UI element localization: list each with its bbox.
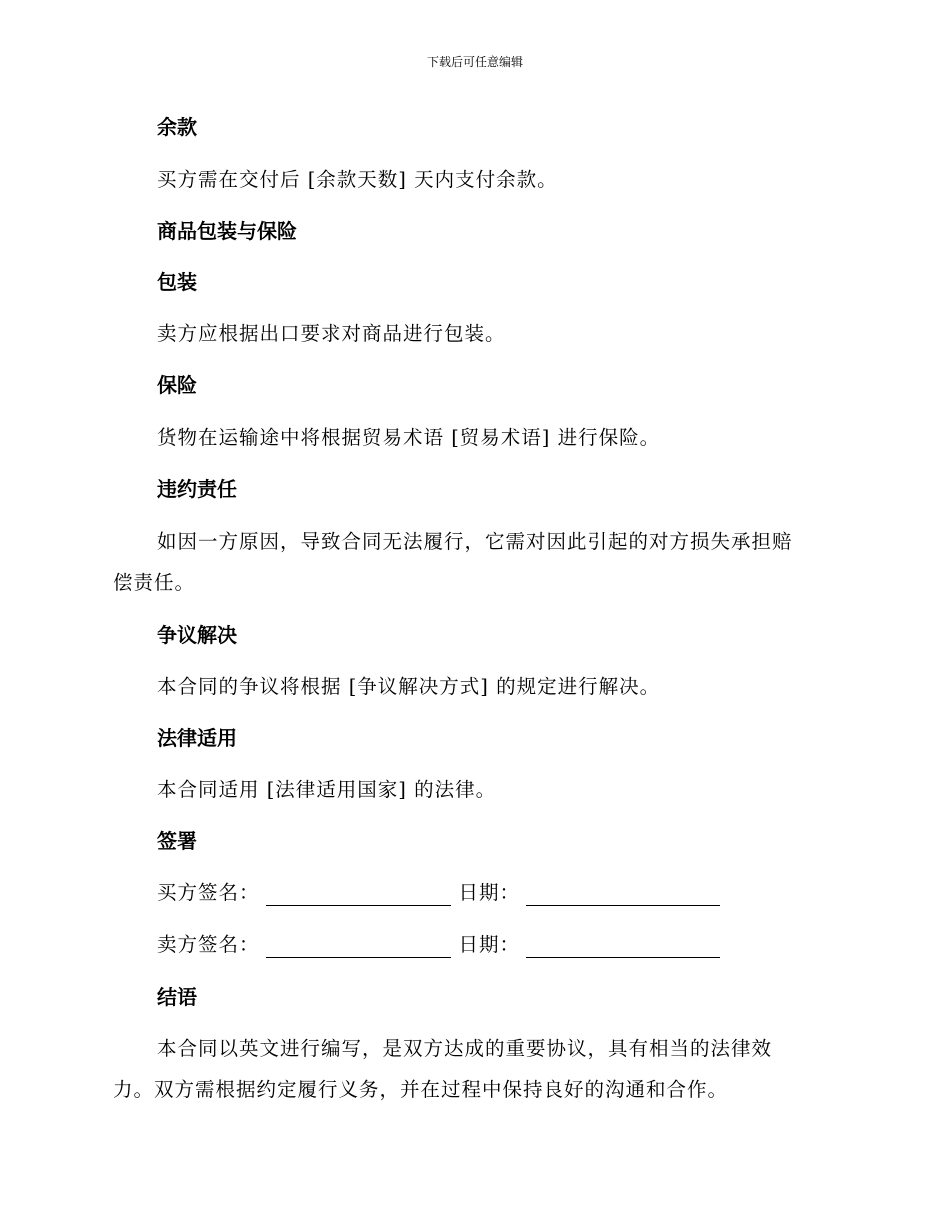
paragraph-liability-line-1: 如因一方原因，导致合同无法履行，它需对因此引起的对方损失承担赔 — [157, 530, 793, 553]
heading-dispute: 争议解决 — [157, 623, 237, 647]
page-header: 下载后可任意编辑 — [426, 55, 523, 69]
heading-packaging: 包装 — [157, 270, 197, 294]
heading-packaging-insurance: 商品包装与保险 — [157, 219, 297, 243]
paragraph-insurance: 货物在运输途中将根据贸易术语 [贸易术语] 进行保险。 — [157, 426, 661, 449]
heading-liability: 违约责任 — [157, 477, 237, 501]
paragraph-balance: 买方需在交付后 [余款天数] 天内支付余款。 — [157, 168, 558, 191]
heading-insurance: 保险 — [157, 373, 197, 397]
buyer-date-label: 日期： — [458, 881, 521, 904]
buyer-signature-label: 买方签名： — [157, 881, 260, 904]
heading-signature: 签署 — [157, 829, 197, 853]
paragraph-conclusion-line-2: 力。双方需根据约定履行义务，并在过程中保持良好的沟通和合作。 — [113, 1078, 729, 1101]
paragraph-packaging: 卖方应根据出口要求对商品进行包装。 — [157, 322, 506, 345]
heading-balance: 余款 — [157, 115, 197, 139]
paragraph-conclusion-line-1: 本合同以英文进行编写，是双方达成的重要协议，具有相当的法律效 — [157, 1037, 773, 1060]
paragraph-dispute: 本合同的争议将根据 [争议解决方式] 的规定进行解决。 — [157, 675, 661, 698]
paragraph-liability-line-2: 偿责任。 — [113, 571, 196, 594]
buyer-signature-row — [157, 880, 720, 906]
paragraph-law: 本合同适用 [法律适用国家] 的法律。 — [157, 778, 497, 801]
seller-signature-label: 卖方签名： — [157, 933, 260, 956]
seller-date-blank[interactable] — [526, 939, 720, 958]
seller-signature-row — [157, 932, 720, 958]
buyer-signature-blank[interactable] — [266, 887, 451, 906]
seller-date-label: 日期： — [458, 933, 521, 956]
heading-law: 法律适用 — [157, 726, 237, 750]
heading-conclusion: 结语 — [157, 985, 197, 1009]
seller-signature-blank[interactable] — [266, 939, 451, 958]
buyer-date-blank[interactable] — [526, 887, 720, 906]
